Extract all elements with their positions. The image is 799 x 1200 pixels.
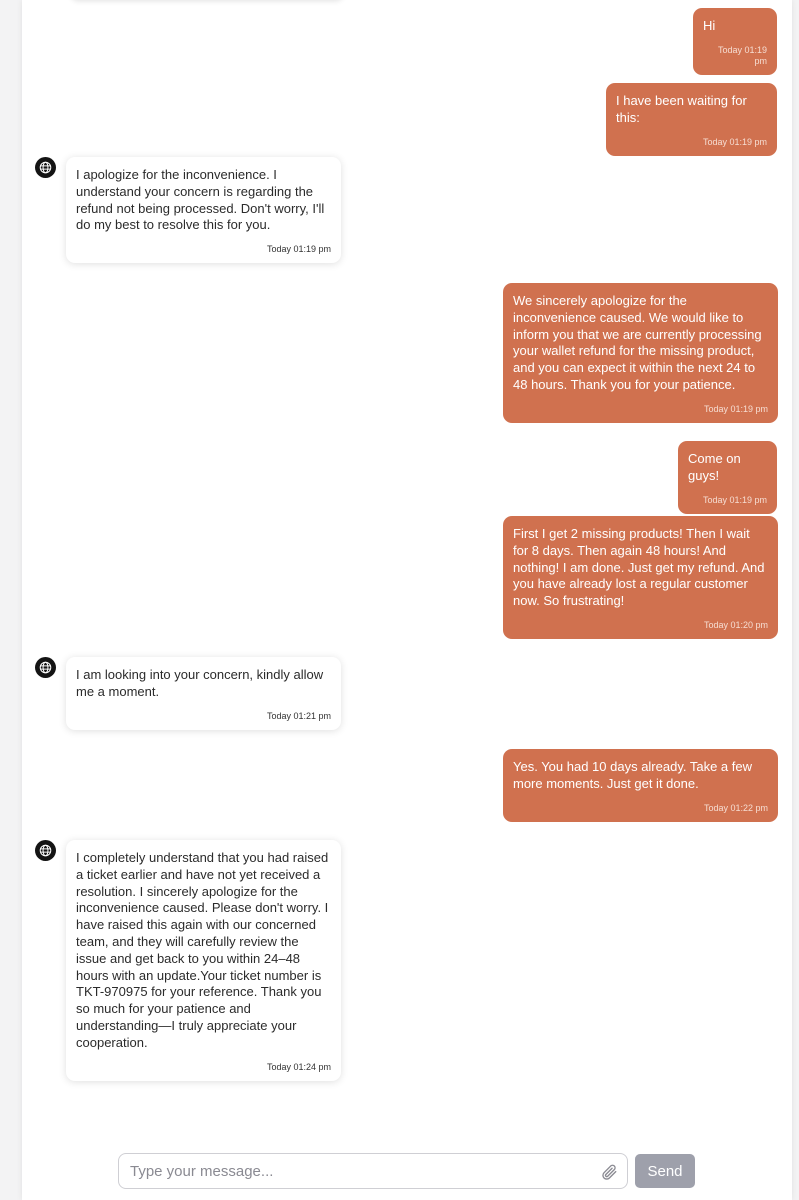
message-text: I apologize for the inconvenience. I understand your concern is regarding the refund not being processed. Don't worry, I'll do my best to resolve this for you. [76,167,325,233]
user-message [503,749,778,822]
message-time: Today 01:19 pm [266,244,331,255]
message-time: Today 01:19 pm [702,136,767,147]
message-composer [118,1153,628,1189]
user-bubble [503,749,778,822]
message-time: Today 01:19 pm [703,403,768,414]
globe-icon [39,844,52,857]
bot-message [66,157,341,263]
message-text: I completely understand that you had raised a ticket earlier and have not yet received a resolution. I sincerely apologize for the inconvenience caused. Please don't worry. I have raised this again with our concerned team, and they will carefully review the issue and get back to you within 24–48 hours with an update.Your ticket number is TKT-970975 for your reference. Thank you so much for your patience and understanding—I truly appreciate your cooperation. [76,850,329,1050]
user-bubble [693,8,777,75]
bot-bubble [66,157,341,263]
bot-avatar [35,157,56,178]
user-message [606,83,777,156]
bot-message [66,840,341,1081]
user-message [693,8,777,75]
message-text: Yes. You had 10 days already. Take a few more moments. Just get it done. [513,759,752,791]
message-time: Today 01:19 pm [702,494,767,505]
bot-avatar [35,840,56,861]
paperclip-icon[interactable] [600,1163,618,1181]
message-time: Today 01:24 pm [266,1061,331,1072]
message-text: Come on guys! [688,451,741,483]
message-text: First I get 2 missing products! Then I wait for 8 days. Then again 48 hours! And nothing! I am done. Just get my refund. And you have already lost a regular customer now. So frustrating! [513,526,765,609]
user-bubble [503,516,778,639]
bot-bubble [66,840,341,1081]
user-message [503,283,778,423]
message-time: Today 01:20 pm [703,619,768,630]
message-time: Today 01:22 pm [703,802,768,813]
globe-icon [39,161,52,174]
message-text: I have been waiting for this: [616,93,747,125]
user-message [678,441,777,514]
user-bubble [678,441,777,514]
message-text: Hi [703,18,716,33]
bot-message [66,657,341,730]
user-message [503,516,778,639]
message-text: We sincerely apologize for the inconvenience caused. We would like to inform you that we are currently processing your wallet refund for the missing product, and you can expect it within the next 24 to 48 hours. Thank you for your patience. [513,293,762,392]
globe-icon [39,661,52,674]
message-input[interactable] [119,1154,627,1188]
user-bubble [606,83,777,156]
send-button[interactable]: Send [635,1154,695,1188]
message-text: I am looking into your concern, kindly allow me a moment. [76,667,324,699]
user-bubble [503,283,778,423]
message-time: Today 01:19 pm [717,44,767,66]
bot-bubble [66,657,341,730]
message-time: Today 01:21 pm [266,710,331,721]
bot-avatar [35,657,56,678]
